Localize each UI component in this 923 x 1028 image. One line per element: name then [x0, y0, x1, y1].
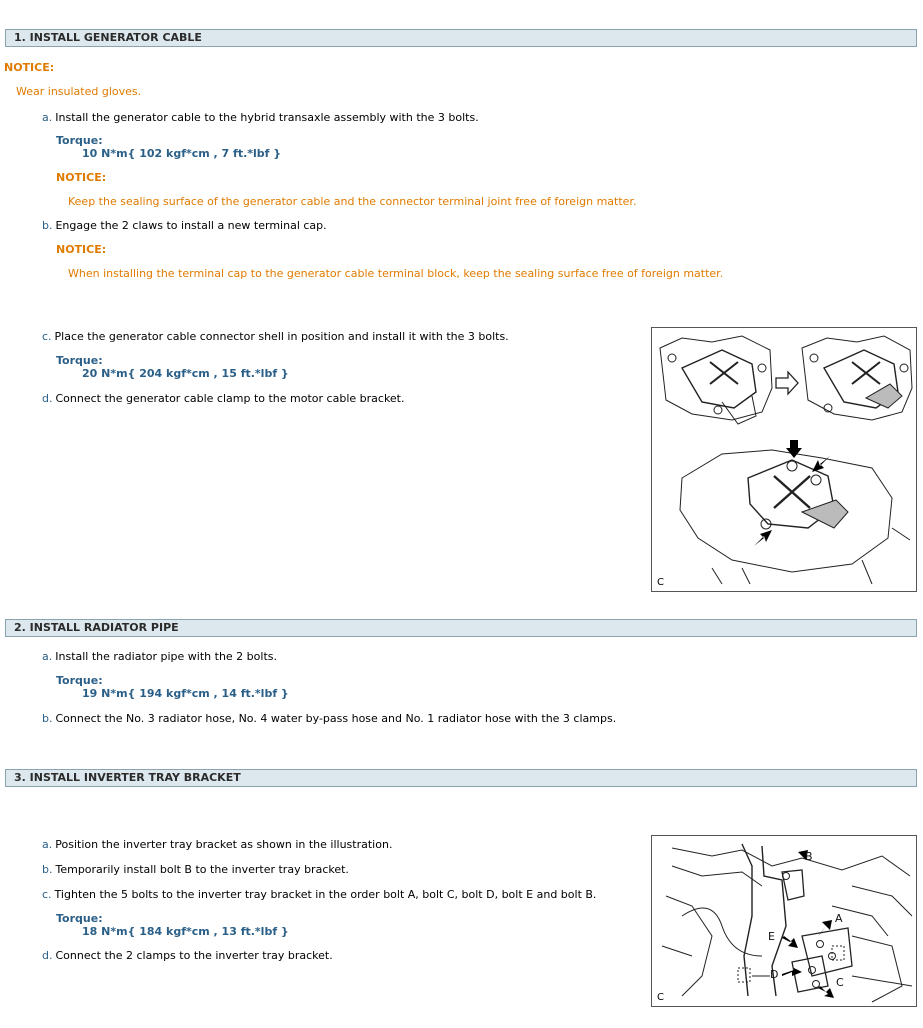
section-header-install-inverter-tray-bracket: 3. INSTALL INVERTER TRAY BRACKET: [5, 769, 917, 787]
step-label: d.: [42, 949, 53, 962]
torque-value: 18 N*m{ 184 kgf*cm , 13 ft.*lbf }: [82, 925, 289, 938]
torque-value: 10 N*m{ 102 kgf*cm , 7 ft.*lbf }: [82, 147, 282, 160]
step-text: Connect the generator cable clamp to the motor cable bracket.: [55, 392, 405, 405]
torque-label: Torque:: [56, 354, 103, 367]
generator-cable-illustration: [651, 327, 917, 592]
step-text: Tighten the 5 bolts to the inverter tray bracket in the order bolt A, bolt C, bolt D, bolt E and bolt B.: [54, 888, 597, 901]
step-3c: [42, 888, 596, 901]
notice-text: When installing the terminal cap to the generator cable terminal block, keep the sealing surface free of foreign matter.: [68, 267, 724, 280]
torque-label: Torque:: [56, 912, 103, 925]
generator-cable-drawing: [652, 328, 916, 591]
notice-title: NOTICE:: [56, 171, 107, 184]
section-header-install-radiator-pipe: 2. INSTALL RADIATOR PIPE: [5, 619, 917, 637]
step-2b: [42, 712, 616, 725]
step-text: Engage the 2 claws to install a new terminal cap.: [55, 219, 327, 232]
torque-label: Torque:: [56, 134, 103, 147]
step-1d: [42, 392, 405, 405]
figure-caption: C: [657, 577, 664, 588]
bolt-label-e: E: [768, 930, 775, 943]
figure-caption: C: [657, 992, 664, 1003]
step-text: Install the generator cable to the hybrid transaxle assembly with the 3 bolts.: [55, 111, 479, 124]
step-text: Install the radiator pipe with the 2 bolts.: [55, 650, 277, 663]
step-label: b.: [42, 712, 53, 725]
step-1c: [42, 330, 509, 343]
step-3a: [42, 838, 392, 851]
step-label: a.: [42, 650, 53, 663]
section-header-install-generator-cable: 1. INSTALL GENERATOR CABLE: [5, 29, 917, 47]
step-label: d.: [42, 392, 53, 405]
step-label: a.: [42, 111, 53, 124]
torque-value: 20 N*m{ 204 kgf*cm , 15 ft.*lbf }: [82, 367, 289, 380]
step-text: Connect the No. 3 radiator hose, No. 4 water by-pass hose and No. 1 radiator hose with the 3 clamps.: [55, 712, 617, 725]
inverter-tray-bracket-illustration: [651, 835, 917, 1007]
notice-title: NOTICE:: [56, 243, 107, 256]
step-label: b.: [42, 863, 53, 876]
bolt-label-d: D: [770, 968, 779, 981]
step-label: b.: [42, 219, 53, 232]
bolt-label-b: B: [805, 850, 813, 863]
step-text: Position the inverter tray bracket as shown in the illustration.: [55, 838, 393, 851]
step-text: Place the generator cable connector shell in position and install it with the 3 bolts.: [54, 330, 509, 343]
notice-text: Wear insulated gloves.: [16, 85, 142, 98]
step-1a: [42, 111, 479, 124]
step-1b: [42, 219, 327, 232]
torque-label: Torque:: [56, 674, 103, 687]
step-3b: [42, 863, 349, 876]
bolt-label-a: A: [835, 912, 843, 925]
step-label: c.: [42, 888, 52, 901]
inverter-bracket-drawing: [652, 836, 916, 1006]
bolt-label-c: C: [836, 976, 844, 989]
notice-title: NOTICE:: [4, 61, 55, 74]
step-3d: [42, 949, 333, 962]
torque-value: 19 N*m{ 194 kgf*cm , 14 ft.*lbf }: [82, 687, 289, 700]
step-2a: [42, 650, 277, 663]
notice-text: Keep the sealing surface of the generator cable and the connector terminal joint free of foreign matter.: [68, 195, 637, 208]
step-label: c.: [42, 330, 52, 343]
step-label: a.: [42, 838, 53, 851]
step-text: Connect the 2 clamps to the inverter tray bracket.: [55, 949, 333, 962]
step-text: Temporarily install bolt B to the inverter tray bracket.: [55, 863, 349, 876]
